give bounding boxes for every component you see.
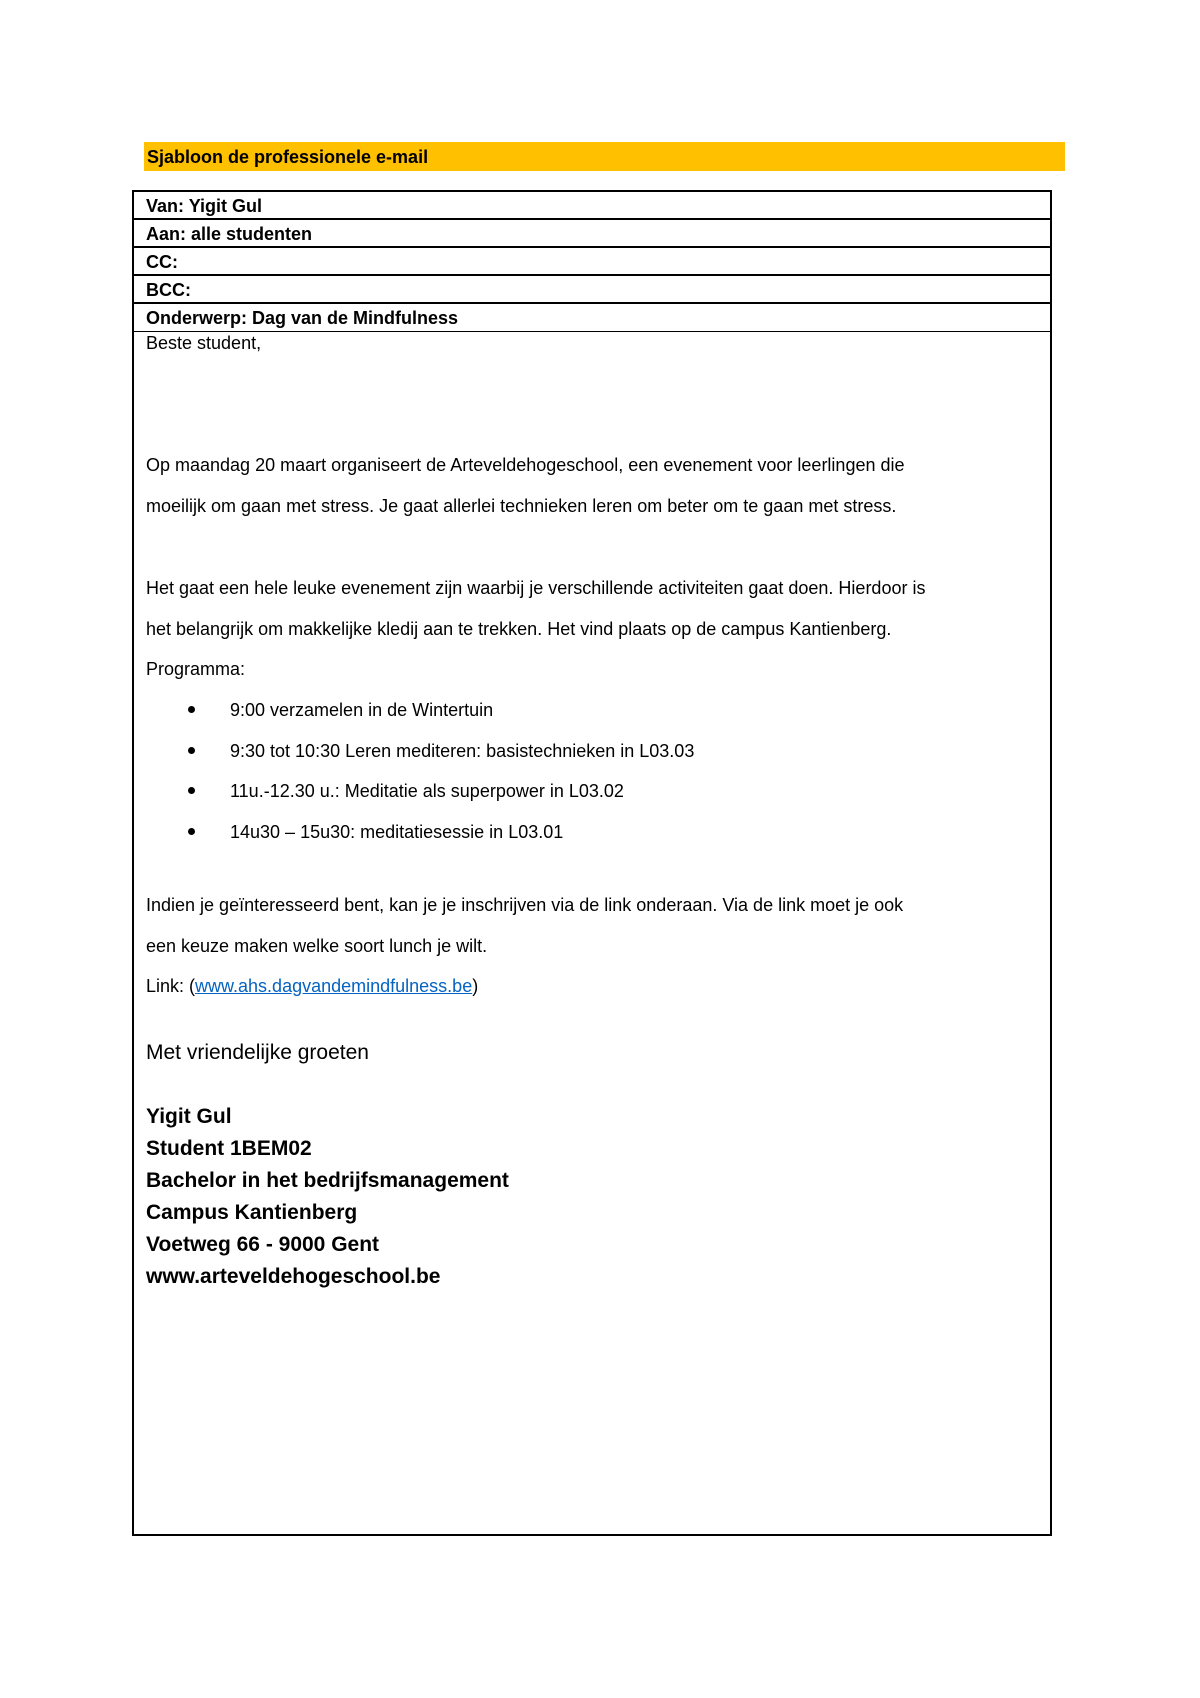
signature-name: Yigit Gul xyxy=(146,1105,232,1128)
subject-field: Onderwerp: Dag van de Mindfulness xyxy=(146,308,459,328)
from-row xyxy=(134,192,1050,220)
subject-row xyxy=(134,304,1050,332)
paragraph-3-line-1: Indien je geïnteresseerd bent, kan je je inschrijven via de link onderaan. Via de link moet je ook xyxy=(146,895,904,915)
bullet-icon xyxy=(188,747,195,754)
program-label: Programma: xyxy=(146,659,246,679)
page-title: Sjabloon de professionele e-mail xyxy=(147,147,429,167)
program-item-text: 11u.-12.30 u.: Meditatie als superpower in L03.02 xyxy=(230,781,624,801)
signature-address: Voetweg 66 - 9000 Gent xyxy=(146,1233,380,1256)
paragraph-2-line-1: Het gaat een hele leuke evenement zijn waarbij je verschillende activiteiten gaat doen. Hierdoor is xyxy=(146,578,926,598)
link-prefix: Link: ( xyxy=(146,976,196,996)
signature-program: Bachelor in het bedrijfsmanagement xyxy=(146,1169,509,1192)
bullet-icon xyxy=(188,787,195,794)
greeting: Beste student, xyxy=(146,333,262,353)
paragraph-1-line-2: moeilijk om gaan met stress. Je gaat allerlei technieken leren om beter om te gaan met stress. xyxy=(146,496,897,516)
paragraph-3-line-2: een keuze maken welke soort lunch je wilt. xyxy=(146,936,488,956)
cc-row xyxy=(134,248,1050,276)
bullet-icon xyxy=(188,828,195,835)
cc-field: CC: xyxy=(146,252,178,272)
page-title-highlight xyxy=(144,142,1065,171)
link-line xyxy=(146,975,478,997)
bullet-icon xyxy=(188,706,195,713)
signature-student: Student 1BEM02 xyxy=(146,1137,312,1160)
email-template-frame xyxy=(132,190,1052,1536)
signature-website: www.arteveldehogeschool.be xyxy=(146,1265,441,1288)
registration-link[interactable]: www.ahs.dagvandemindfulness.be xyxy=(195,976,473,996)
to-row xyxy=(134,220,1050,248)
bcc-field: BCC: xyxy=(146,280,191,300)
paragraph-1-line-1: Op maandag 20 maart organiseert de Arteveldehogeschool, een evenement voor leerlingen die xyxy=(146,455,905,475)
to-field: Aan: alle studenten xyxy=(146,224,313,244)
paragraph-2-line-2: het belangrijk om makkelijke kledij aan te trekken. Het vind plaats op de campus Kantienberg. xyxy=(146,619,892,639)
program-item-text: 14u30 – 15u30: meditatiesessie in L03.01 xyxy=(230,822,564,842)
link-suffix: ) xyxy=(472,976,479,996)
closing: Met vriendelijke groeten xyxy=(146,1041,369,1064)
signature-campus: Campus Kantienberg xyxy=(146,1201,358,1224)
program-item-text: 9:30 tot 10:30 Leren mediteren: basistechnieken in L03.03 xyxy=(230,741,695,761)
bcc-row xyxy=(134,276,1050,304)
from-field: Van: Yigit Gul xyxy=(146,196,263,216)
program-item-text: 9:00 verzamelen in de Wintertuin xyxy=(230,700,494,720)
